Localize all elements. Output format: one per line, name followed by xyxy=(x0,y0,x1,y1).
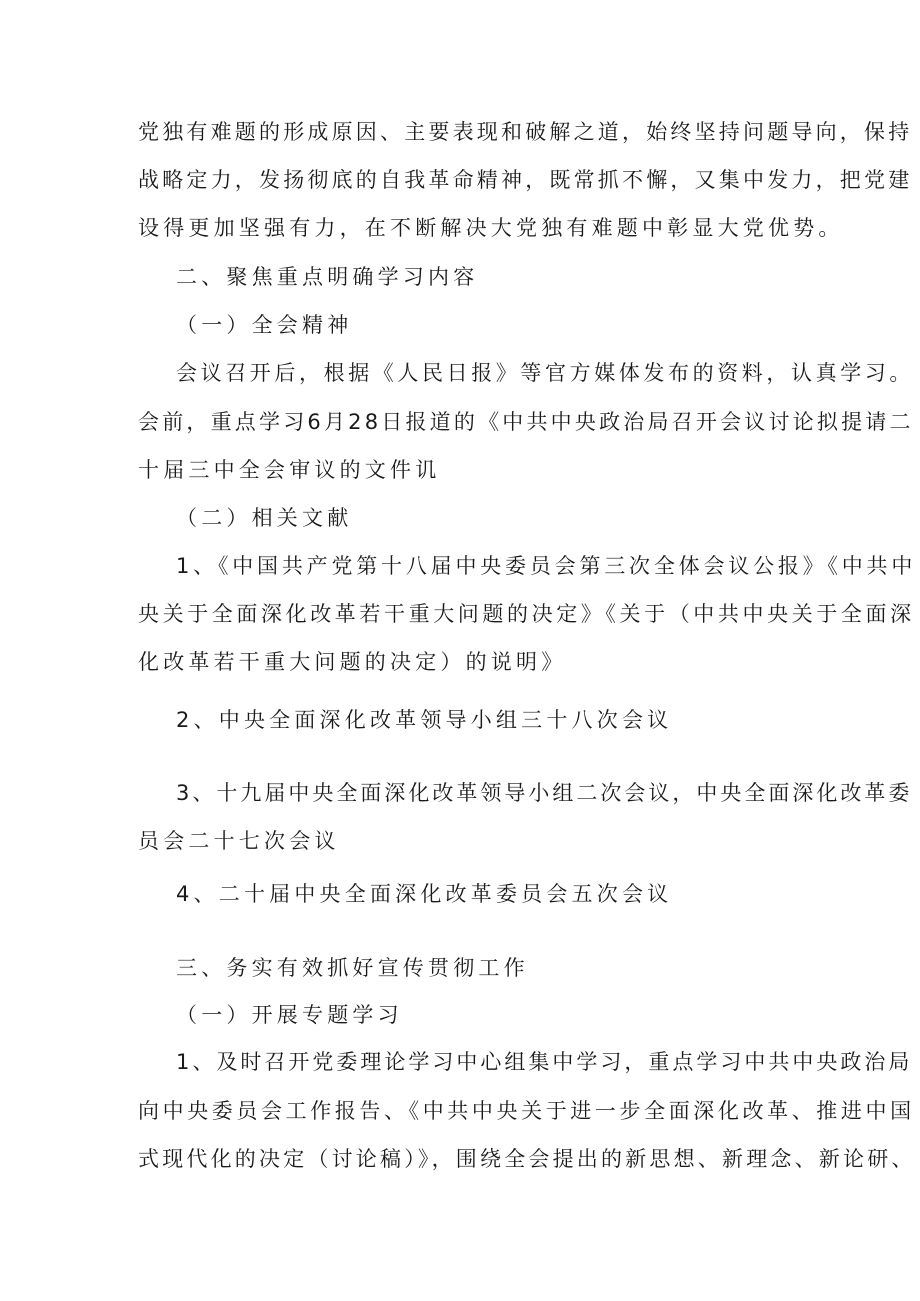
section-heading: 三、务实有效抓好宣传贯彻工作 xyxy=(176,956,529,980)
list-item: 1、《中国共产党第十八届中央委员会第三次全体会议公报》《中共中 xyxy=(176,554,917,578)
subsection-heading: （一）全会精神 xyxy=(176,313,353,337)
paragraph-line: 会议召开后，根据《人民日报》等官方媒体发布的资料，认真学习。 xyxy=(176,361,914,385)
list-item: 3、十九届中央全面深化改革领导小组二次会议，中央全面深化改革委 xyxy=(176,781,913,805)
section-heading: 二、聚焦重点明确学习内容 xyxy=(176,265,479,289)
paragraph-line: 央关于全面深化改革若干重大问题的决定》《关于（中共中央关于全面深 xyxy=(138,602,915,626)
paragraph-line: 十届三中全会审议的文件讥 xyxy=(138,458,441,482)
paragraph-line: 化改革若干重大问题的决定）的说明》 xyxy=(138,650,567,674)
list-item: 4、二十届中央全面深化改革委员会五次会议 xyxy=(176,882,673,906)
paragraph-line: 向中央委员会工作报告、《中共中央关于进一步全面深化改革、推进中国 xyxy=(138,1099,915,1123)
subsection-heading: （一）开展专题学习 xyxy=(176,1003,403,1027)
paragraph-line: 式现代化的决定（讨论稿）》，围绕全会提出的新思想、新理念、新论研、 xyxy=(138,1147,916,1171)
list-item: 2、中央全面深化改革领导小组三十八次会议 xyxy=(176,708,673,732)
paragraph-line: 战略定力，发扬彻底的自我革命精神，既常抓不懈，又集中发力，把党建 xyxy=(138,168,913,192)
list-item: 1、及时召开党委理论学习中心组集中学习，重点学习中共中央政治局 xyxy=(176,1050,913,1074)
paragraph-line: 设得更加坚强有力，在不断解决大党独有难题中彰显大党优势。 xyxy=(138,216,844,240)
paragraph-line: 党独有难题的形成原因、主要表现和破解之道，始终坚持问题导向，保持 xyxy=(138,120,913,144)
subsection-heading: （二）相关文献 xyxy=(176,506,353,530)
paragraph-line: 会前，重点学习6月28日报道的《中共中央政治局召开会议讨论拟提请二 xyxy=(138,410,914,434)
paragraph-line: 员会二十七次会议 xyxy=(138,829,340,853)
